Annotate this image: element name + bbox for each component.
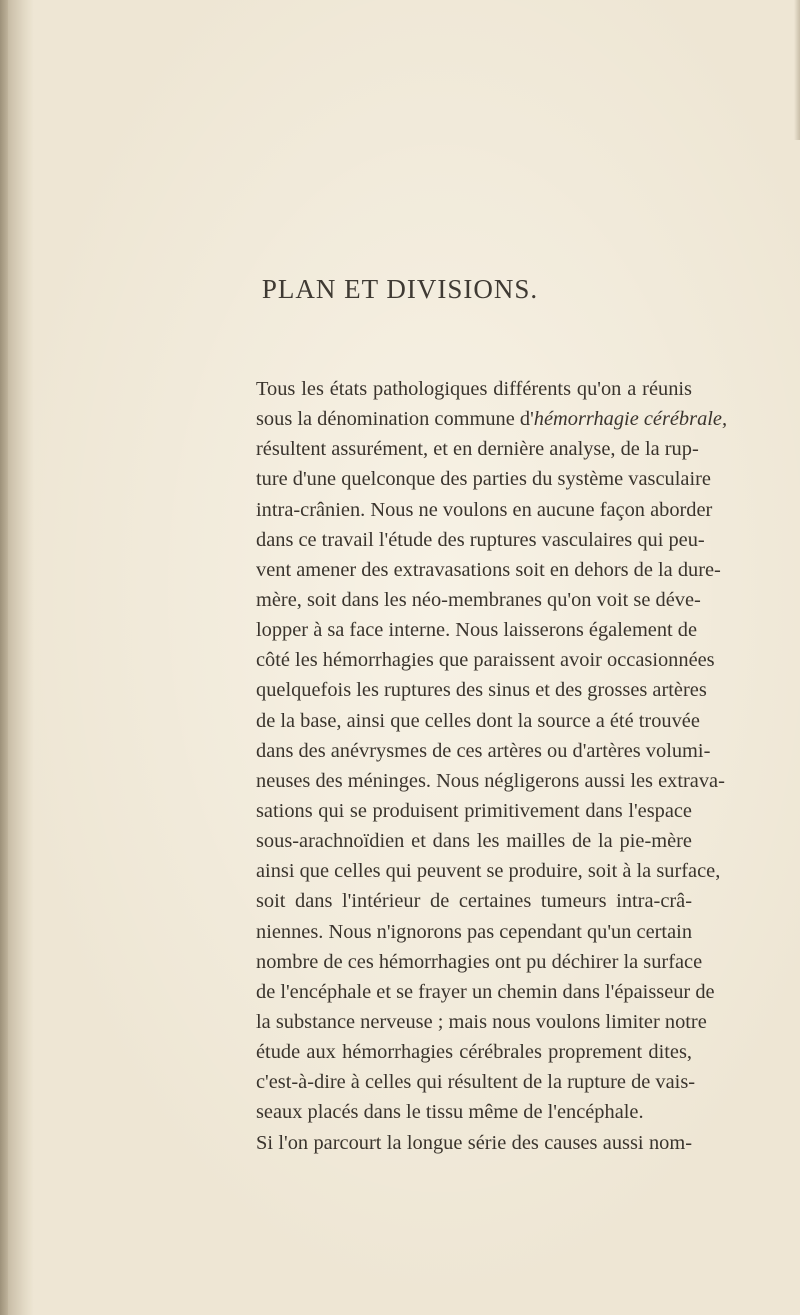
text-line-24: c'est-à-dire à celles qui résultent de la rupture de vais- xyxy=(256,1071,696,1094)
text-line-5: intra-crânien. Nous ne voulons en aucune façon aborder xyxy=(256,498,713,521)
text-line-16: sous-arachnoïdien et dans les mailles de la pie-mère xyxy=(256,830,692,853)
text-line-3: résultent assurément, et en dernière analyse, de la rup- xyxy=(256,438,699,461)
body-paragraph xyxy=(256,374,728,1158)
text-line-7: vent amener des extravasations soit en dehors de la dure- xyxy=(256,558,721,581)
text-line-13: dans des anévrysmes de ces artères ou d'artères volumi- xyxy=(256,739,711,762)
text-line-6: dans ce travail l'étude des ruptures vasculaires qui peu- xyxy=(256,528,705,551)
text-line-19: niennes. Nous n'ignorons pas cependant qu'un certain xyxy=(256,920,693,943)
text-line-10: côté les hémorrhagies que paraissent avoir occasionnées xyxy=(256,649,715,672)
text-line-2-start: sous la dénomination commune d' xyxy=(256,408,534,431)
text-line-18: soit dans l'intérieur de certaines tumeurs intra-crâ- xyxy=(256,890,692,913)
text-line-17: ainsi que celles qui peuvent se produire, soit à la surface, xyxy=(256,860,721,883)
text-line-2 xyxy=(256,404,728,434)
page-corner-shadow xyxy=(794,0,800,140)
text-line-21: de l'encéphale et se frayer un chemin dans l'épaisseur de xyxy=(256,980,715,1003)
italic-term: hémorrhagie cérébrale, xyxy=(533,408,728,431)
text-line-22: la substance nerveuse ; mais nous voulons limiter notre xyxy=(256,1010,707,1033)
text-line-25: seaux placés dans le tissu même de l'encéphale. xyxy=(256,1101,644,1124)
text-line-26: Si l'on parcourt la longue série des causes aussi nom- xyxy=(256,1131,692,1154)
text-line-23: étude aux hémorrhagies cérébrales proprement dites, xyxy=(256,1041,692,1064)
text-line-1: Tous les états pathologiques différents qu'on a réunis xyxy=(256,378,692,400)
text-line-20: nombre de ces hémorrhagies ont pu déchirer la surface xyxy=(256,950,703,973)
page-binding-edge xyxy=(0,0,8,1315)
text-line-12: de la base, ainsi que celles dont la source a été trouvée xyxy=(256,709,700,732)
text-line-9: lopper à sa face interne. Nous laisserons également de xyxy=(256,619,698,642)
section-heading: PLAN ET DIVISIONS. xyxy=(261,274,539,304)
text-line-15: sations qui se produisent primitivement dans l'espace xyxy=(256,799,692,822)
text-line-8: mère, soit dans les néo-membranes qu'on voit se déve- xyxy=(256,588,701,611)
text-line-11: quelquefois les ruptures des sinus et des grosses artères xyxy=(256,679,707,702)
text-line-14: neuses des méninges. Nous négligerons aussi les extrava- xyxy=(256,769,725,792)
text-line-4: ture d'une quelconque des parties du système vasculaire xyxy=(256,468,711,491)
